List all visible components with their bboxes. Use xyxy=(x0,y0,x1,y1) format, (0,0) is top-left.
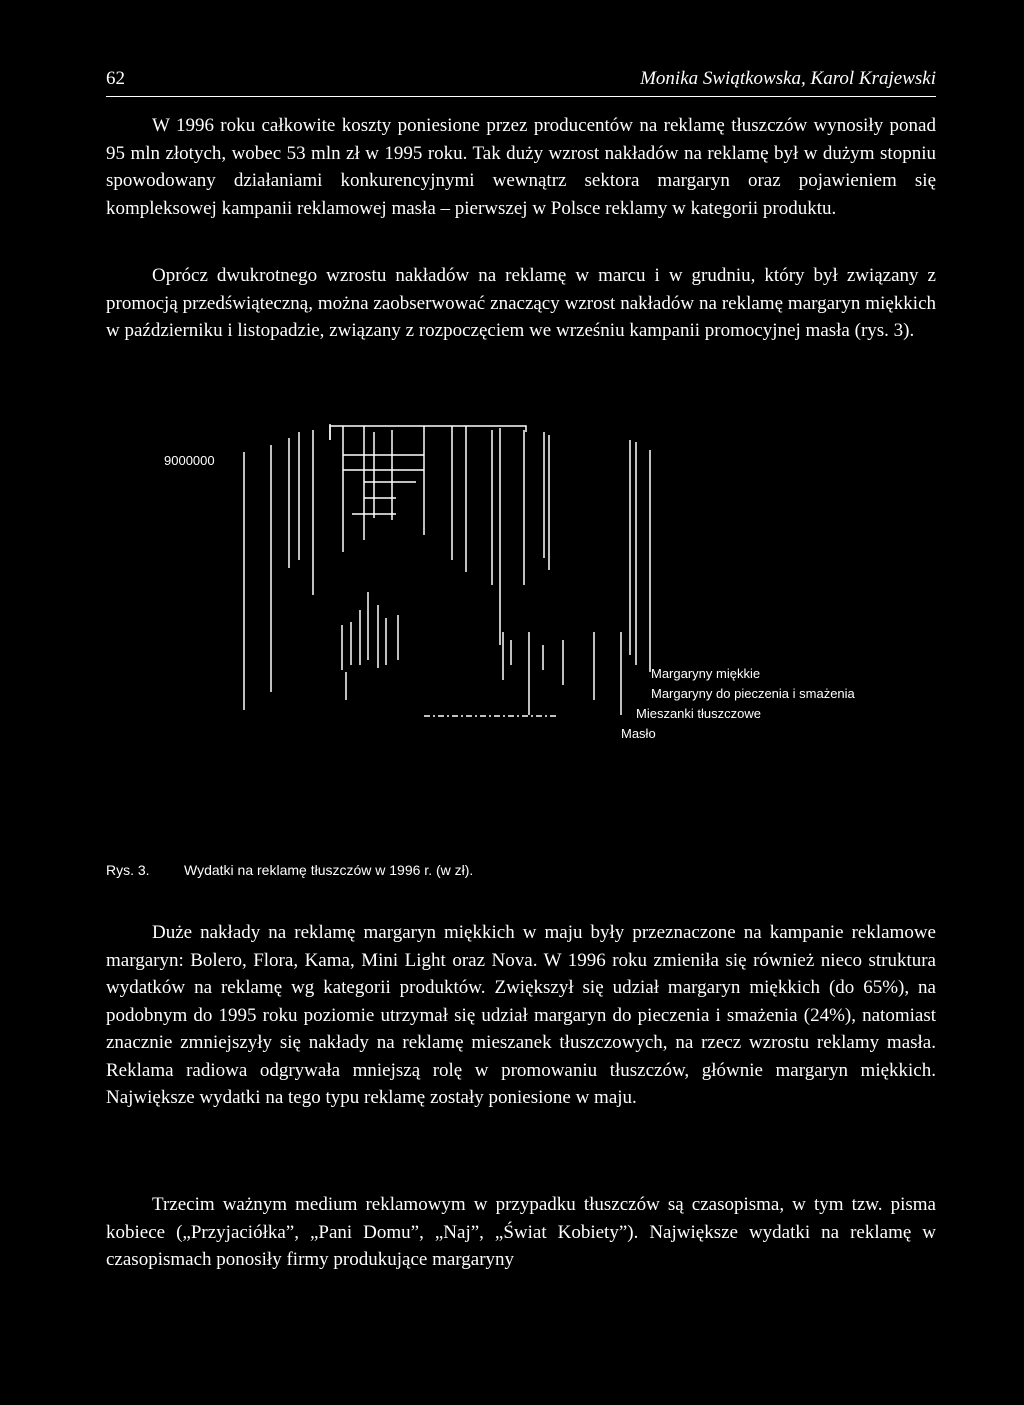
figure-chart xyxy=(106,410,936,890)
running-header-authors: Monika Swiątkowska, Karol Krajewski xyxy=(640,68,936,89)
paragraph-2: Oprócz dwukrotnego wzrostu nakładów na reklamę w marcu i w grudniu, który był związany z promocją przedświąteczną, można zaobserwować znaczący wzrost nakładów na reklamę margaryn miękkich w październiku i listopadzie, związany z rozpoczęciem we wrześniu kampanii promocyjnej masła (rys. 3). xyxy=(106,265,936,341)
figure-caption xyxy=(106,862,473,878)
legend-item-butter: Masło xyxy=(621,726,656,741)
legend-item-soft-margarine: Margaryny miękkie xyxy=(651,666,761,681)
legend-item-baking-margarine: Margaryny do pieczenia i smażenia xyxy=(651,686,855,701)
paragraph-1: W 1996 roku całkowite koszty poniesione przez producentów na reklamę tłuszczów wynosiły ponad 95 mln złotych, wobec 53 mln zł w 1995 roku. Tak duży wzrost nakładów na reklamę był w dużym stopniu spowodowany działaniami konkurencyjnymi wewnątrz sektora margaryn oraz pojawieniem się kompleksowej kampanii reklamowej masła – pierwszej w Polsce reklamy w kategorii produktu. xyxy=(106,115,936,219)
legend-item-fat-blends: Mieszanki tłuszczowe xyxy=(636,706,761,721)
page-number: 62 xyxy=(106,68,125,89)
paragraph-4: Trzecim ważnym medium reklamowym w przypadku tłuszczów są czasopisma, w tym tzw. pisma kobiece („Przyjaciółka”, „Pani Domu”, „Naj”, „Świat Kobiety”). Największe wydatki na reklamę w czasopismach ponosiły firmy produkujące margaryny xyxy=(106,1194,936,1270)
chart-bar-top xyxy=(330,426,526,440)
paragraph-3: Duże nakłady na reklamę margaryn miękkich w maju były przeznaczone na kampanie reklamowe margaryn: Bolero, Flora, Kama, Mini Light oraz Nova. W 1996 roku zmieniła się również nieco struktura wydatków na reklamę wg kategorii produktów. Zwiększył się udział margaryn miękkich (do 65%), na podobnym do 1995 roku poziomie utrzymał się udział margaryn do pieczenia i smażenia (24%), natomiast znacznie zmniejszyły się nakłady na reklamę mieszanek tłuszczowych, na rzecz wzrostu reklamy masła. Reklama radiowa odgrywała mniejszą rolę w promowaniu tłuszczów, głównie margaryn miękkich. Największe wydatki na tego typu reklamę zostały poniesione w maju. xyxy=(106,922,936,1108)
chart-svg xyxy=(106,410,936,890)
y-axis-tick-label: 9000000 xyxy=(164,453,215,468)
figure-caption-number: Rys. 3. xyxy=(106,862,150,878)
running-header xyxy=(106,68,936,97)
figure-caption-text: Wydatki na reklamę tłuszczów w 1996 r. (w zł). xyxy=(184,862,474,878)
